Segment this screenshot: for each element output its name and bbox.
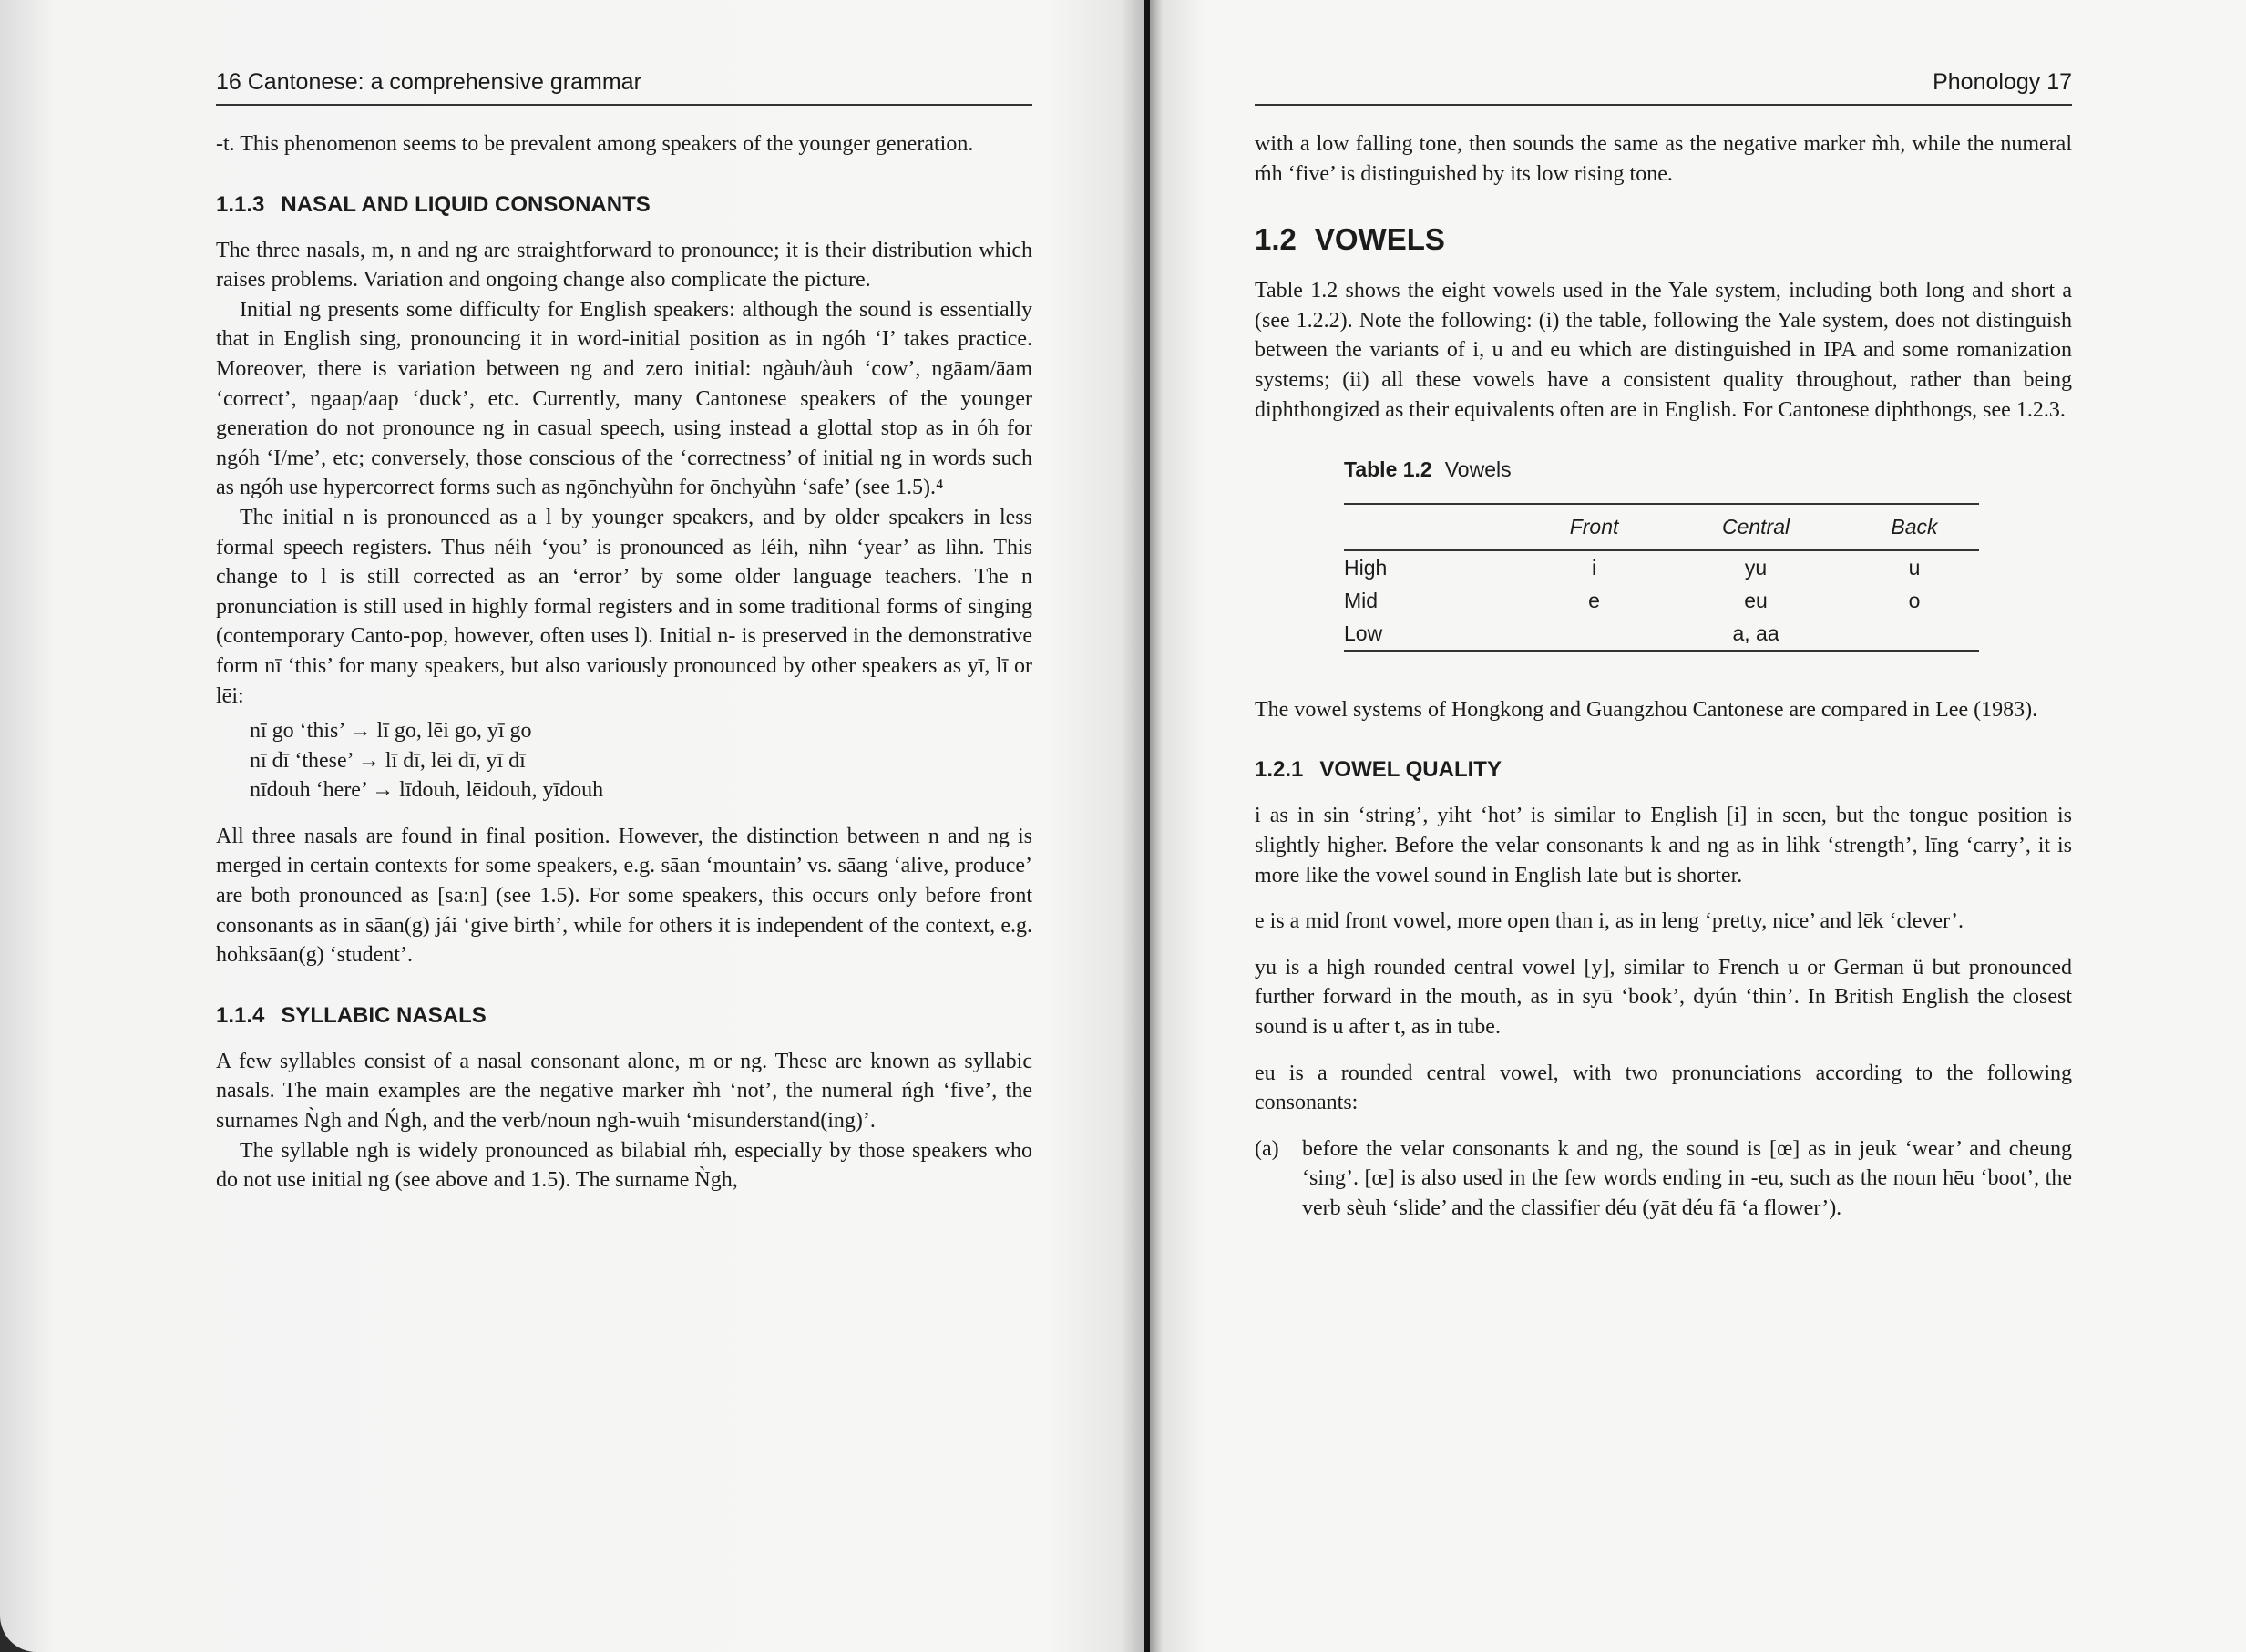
list-item-text: before the velar consonants k and ng, the sound is [œ] as in jeuk ‘wear’ and cheung ‘sing’. [œ] is also used in the few words ending in -eu, such as the noun hēu ‘boot’, the verb sèuh ‘slide’ and the classifier déu (yāt déu fā ‘a flower’). [1302, 1136, 2072, 1220]
section-title: SYLLABIC NASALS [281, 1002, 487, 1028]
section-number: 1.1.4 [216, 1002, 265, 1028]
section-heading-1-2-1 [1255, 755, 2072, 785]
table-header-cell: Front [1569, 515, 1619, 539]
table-cell: u [1908, 555, 1921, 580]
vowel-table-block [1344, 456, 1979, 652]
section-title: VOWEL QUALITY [1319, 757, 1502, 783]
paragraph: All three nasals are found in final position. However, the distinction between n and ng is merged in certain contexts for some speakers, e.g. sāan ‘mountain’ vs. sāang ‘alive, produce’ are both pronounced as [sa:n] (see 1.5). For some speakers, this occurs only before front consonants as in sāan(g) jái ‘give birth’, while for others it is independent of the context, e.g. hohksāan(g) ‘student’. [216, 824, 1032, 968]
table-cell: Mid [1344, 588, 1379, 612]
paragraph: The initial n is pronounced as a l by younger speakers, and by older speakers in less formal speech registers. Thus néih ‘you’ is pronounced as léih, nìhn ‘year’ as lìhn. This change to l is still corrected as an ‘error’ by some older language teachers. The n pronunciation is still used in highly formal registers and in some traditional forms of singing (contemporary Canto-pop, however, often uses l). Initial n- is preserved in the demonstrative form nī ‘this’ for many speakers, but also variously pronounced by other speakers as yī, lī or lēi: [216, 505, 1032, 708]
left-header-rule [216, 104, 1032, 106]
paragraph: A few syllables consist of a nasal consonant alone, m or ng. These are known as syllabic nasals. The main examples are the negative marker m̀h ‘not’, the numeral ńgh ‘five’, the surnames Ǹgh and Ńgh, and the verb/noun ngh-wuih ‘misunderstand(ing)’. [216, 1049, 1032, 1134]
paragraph: Initial ng presents some difficulty for English speakers: although the sound is essentially that in English sing, pronouncing it in word-initial position as in ngóh ‘I’ takes practice. Moreover, there is variation between ng and zero initial: ngàuh/àuh ‘cow’, ngāam/āam ‘correct’, ngaap/aap ‘duck’, etc. Currently, many Cantonese speakers of the younger generation do not pronounce ng in casual speech, using instead a glottal stop as in óh for ngóh ‘I/me’, etc; conversely, those conscious of the ‘correctness’ of initial ng in words such as ngóh use hypercorrect forms such as ngōnchyùhn for ōnchyùhn ‘safe’ (see 1.5).⁴ [216, 297, 1032, 500]
paragraph: The vowel systems of Hongkong and Guangzhou Cantonese are compared in Lee (1983). [1255, 697, 2038, 722]
list-item-a [1255, 1134, 2072, 1224]
book-gutter [1144, 0, 1150, 1652]
section-heading-1-1-3 [216, 190, 1032, 220]
left-text-column [216, 129, 1032, 1195]
table-cell: i [1591, 555, 1597, 580]
table-cell: High [1344, 555, 1388, 580]
paragraph: Table 1.2 shows the eight vowels used in the Yale system, including both long and short a (see 1.2.2). Note the following: (i) the table, following the Yale system, does not distinguish between the variants of i, u and eu which are distinguished in IPA and some romanization systems; (ii) all these vowels have a consistent quality throughout, rather than being diphthongized as their equivalents often are in English. For Cantonese diphthongs, see 1.2.3. [1255, 279, 2072, 422]
right-text-column [1255, 129, 2072, 1223]
table-cell: eu [1744, 588, 1768, 612]
paragraph: The syllable ngh is widely pronounced as bilabial ḿh, especially by those speakers who do not use initial ng (see above and 1.5). The surname Ǹgh, [216, 1138, 1032, 1193]
paragraph: i as in sin ‘string’, yiht ‘hot’ is similar to English [i] in seen, but the tongue position is slightly higher. Before the velar consonants k and ng as in lihk ‘strength’, līng ‘carry’, it is more like the vowel sound in English late but is shorter. [1255, 804, 2072, 888]
paragraph: with a low falling tone, then sounds the same as the negative marker m̀h, while the numeral ḿh ‘five’ is distinguished by its low rising tone. [1255, 132, 2072, 186]
vowel-table [1344, 503, 1979, 652]
list-marker: (a) [1255, 1136, 1279, 1161]
table-cell: e [1588, 588, 1600, 612]
paragraph: The three nasals, m, n and ng are straightforward to pronounce; it is their distribution which raises problems. Variation and ongoing change also complicate the picture. [216, 238, 1032, 292]
example-line: nī dī ‘these’ → lī dī, lēi dī, yī dī [250, 748, 526, 773]
section-number: 1.2 [1255, 222, 1297, 257]
table-label: Table 1.2 [1344, 457, 1432, 482]
table-caption-text: Vowels [1444, 457, 1512, 482]
table-cell [1526, 617, 1662, 651]
example-line: nīdouh ‘here’ → līdouh, lēidouh, yīdouh [250, 778, 604, 803]
section-title: VOWELS [1314, 222, 1445, 257]
right-page [1150, 0, 2246, 1652]
right-header-rule [1255, 104, 2072, 106]
paragraph: e is a mid front vowel, more open than i, as in leng ‘pretty, nice’ and lēk ‘clever’. [1255, 909, 1964, 934]
example-list [216, 716, 1032, 805]
section-title: NASAL AND LIQUID CONSONANTS [281, 191, 651, 217]
left-running-head: 16 Cantonese: a comprehensive grammar [216, 69, 641, 95]
table-cell: yu [1744, 555, 1768, 580]
section-heading-1-2 [1255, 220, 2072, 260]
table-caption [1344, 456, 1979, 483]
paragraph: yu is a high rounded central vowel [y], similar to French u or German ü but pronounced further forward in the mouth, as in syū ‘book’, dyún ‘thin’. In British English the closest sound is u after t, as in tube. [1255, 955, 2072, 1039]
section-number: 1.1.3 [216, 191, 265, 217]
table-header-row [1344, 504, 1979, 550]
table-cell: a, aa [1732, 621, 1779, 645]
table-row [1344, 584, 1979, 617]
table-cell: o [1908, 588, 1921, 612]
table-row [1344, 550, 1979, 584]
example-line: nī go ‘this’ → lī go, lēi go, yī go [250, 719, 532, 744]
paragraph: -t. This phenomenon seems to be prevalent among speakers of the younger generation. [216, 132, 974, 156]
table-row [1344, 617, 1979, 651]
table-header-cell: Back [1891, 515, 1938, 539]
table-header-cell: Central [1721, 515, 1790, 539]
table-header-cell [1344, 504, 1526, 550]
paragraph: eu is a rounded central vowel, with two pronunciations according to the following consonants: [1255, 1061, 2072, 1115]
table-cell [1850, 617, 1979, 651]
table-cell: Low [1344, 621, 1383, 645]
right-running-head: Phonology 17 [1933, 69, 2072, 95]
section-heading-1-1-4 [216, 1001, 1032, 1031]
section-number: 1.2.1 [1255, 757, 1304, 783]
